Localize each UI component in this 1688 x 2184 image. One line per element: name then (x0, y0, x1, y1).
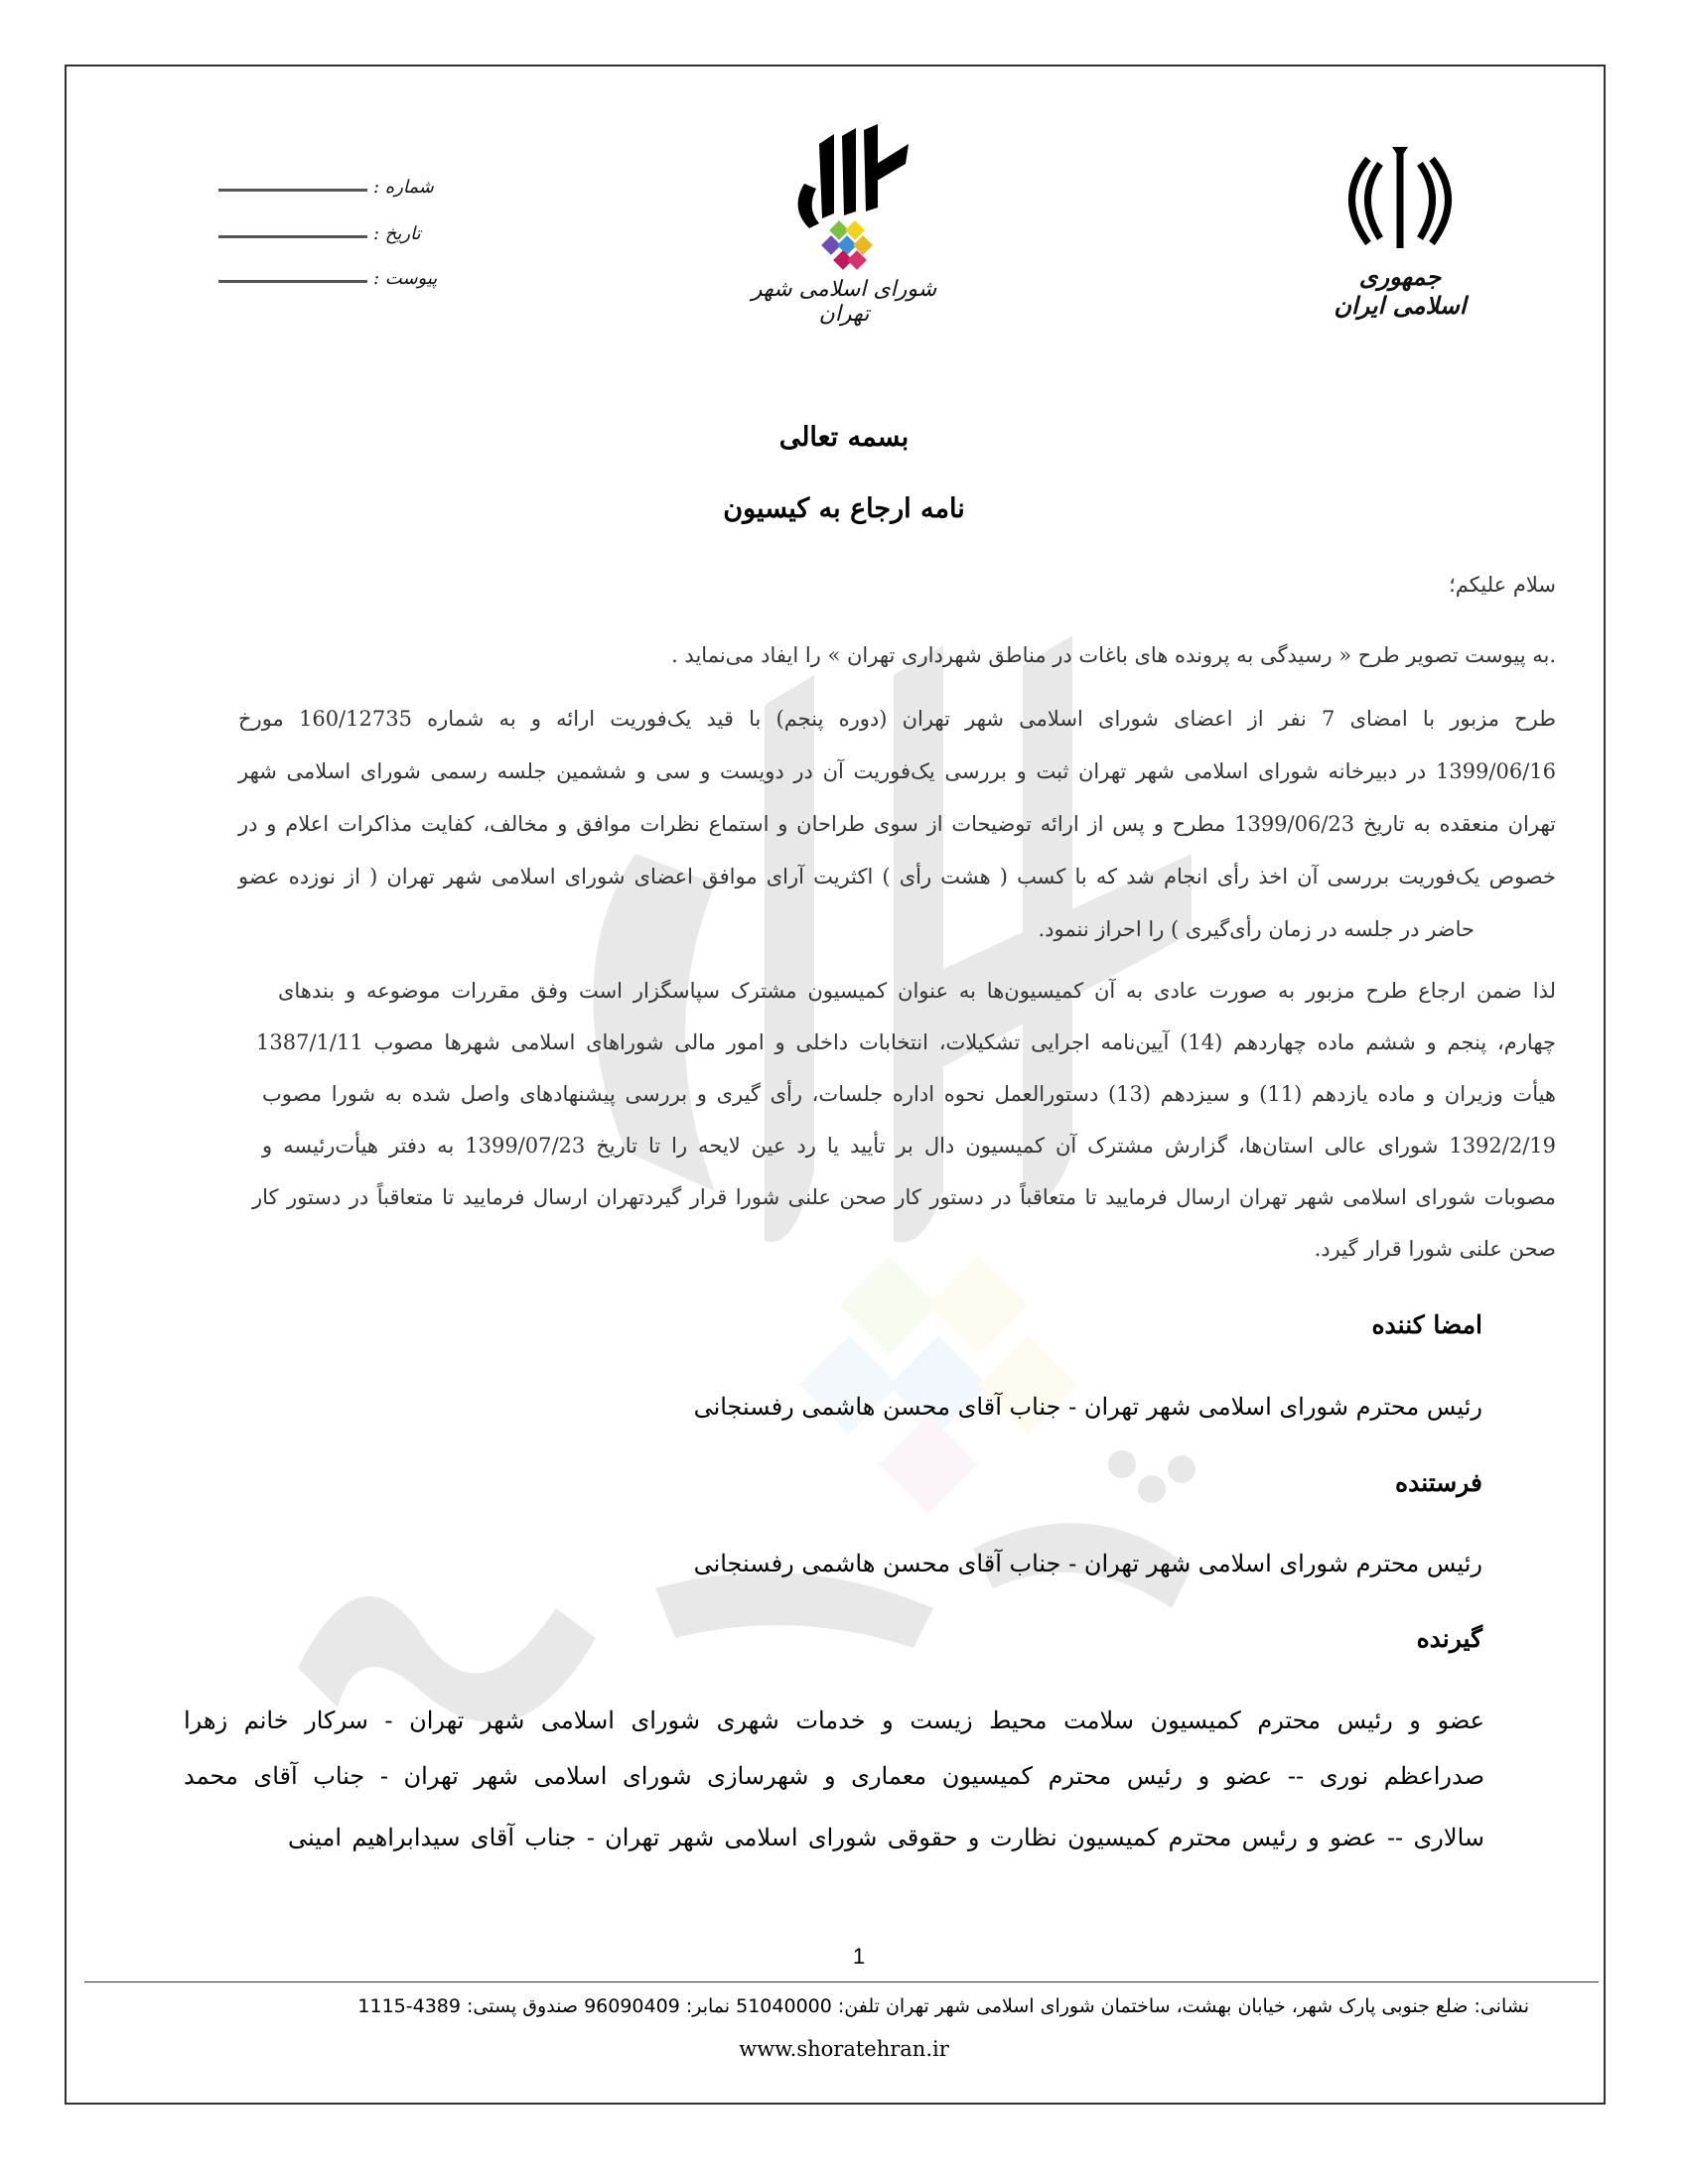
date-blank (218, 235, 367, 238)
paragraph2-line: لذا ضمن ارجاع طرح مزبور به صورت عادی به آن کمیسیون‌ها به عنوان کمیسیون مشترک سپاسگزار است وفق مقررات موضوعه و بندهای (278, 979, 1556, 1003)
attachment-label: پیوست : (373, 268, 438, 289)
paragraph1-line: حاضر در جلسه در زمان رأی‌گیری ) را احراز ننمود. (1038, 917, 1475, 941)
paragraph2-line: هیأت وزیران و ماده یازدهم (11) و سیزدهم (13) دستورالعمل نحوه اداره جلسات، رأی گیری و بررسی پیشنهادهای واصل شده به شورا مصوب (262, 1082, 1557, 1106)
invocation: بسمه تعالی (778, 422, 910, 453)
iran-emblem (1321, 139, 1479, 320)
greeting: سلام علیکم؛ (1449, 573, 1556, 597)
paragraph2-line: صحن علنی شورا قرار گیرد. (1314, 1237, 1556, 1261)
attachment-field (218, 268, 437, 289)
letter-subject: نامه ارجاع به کیسیون (723, 493, 965, 524)
page-number: 1 (852, 1944, 866, 1969)
signatory-value: رئیس محترم شورای اسلامی شهر تهران - جناب آقای محسن هاشمی رفسنجانی (693, 1393, 1482, 1421)
paragraph1-line: طرح مزبور با امضای 7 نفر از اعضای شورای اسلامی شهر تهران (دوره پنجم) با قید یک‌فوریت ارائه و به شماره 160/12735 مورخ (238, 707, 1556, 731)
signatory-label: امضا کننده (1371, 1310, 1482, 1339)
recipient-label: گیرنده (1416, 1624, 1482, 1653)
emblem-caption: جمهوری اسلامی ایران (1334, 262, 1467, 320)
footer-divider (84, 1981, 1599, 1982)
number-label: شماره : (373, 177, 434, 198)
iran-emblem-icon (1321, 139, 1479, 258)
sender-label: فرستنده (1394, 1468, 1482, 1497)
footer-website[interactable]: www.shoratehran.ir (739, 2037, 949, 2061)
sender-value: رئیس محترم شورای اسلامی شهر تهران - جناب آقای محسن هاشمی رفسنجانی (693, 1550, 1482, 1577)
date-label: تاریخ : (373, 223, 421, 244)
paragraph1-line: خصوص یک‌فوریت بررسی آن اخذ رأی انجام شد که با کسب ( هشت رأی ) اکثریت آرای موافق اعضای شورای اسلامی شهر تهران ( از نوزده عضو (238, 865, 1556, 888)
paragraph2-line: 1392/2/19 شورای عالی استان‌ها، گزارش مشترک آن کمیسیون دال بر تأیید یا رد عین لایحه را تا تاریخ 1399/07/23 به دفتر هیأت‌رئیسه و (262, 1134, 1557, 1158)
attachment-blank (218, 280, 367, 283)
paragraph2-line: چهارم، پنجم و ششم ماده چهاردهم (14) آیین‌نامه اجرایی تشکیلات، انتخابات داخلی و امور مالی شوراهای اسلامی شهرها مصوب 1387/1/11 (256, 1030, 1556, 1054)
recipient-line: سالاری -- عضو و رئیس محترم کمیسیون نظارت و حقوقی شورای اسلامی شهر تهران - جناب آقای سیدابراهیم امینی (288, 1824, 1484, 1851)
intro-text: .به پیوست تصویر طرح « رسیدگی به پرونده های باغات در مناطق شهرداری تهران » را ایفاد می‌نماید . (671, 643, 1556, 667)
paragraph2-line: مصوبات شورای اسلامی شهر تهران ارسال فرمایید تا متعاقباً در دستور کار صحن علنی شورا قرار گیردتهران ارسال فرمایید تا متعاقباً در دستور کار (252, 1185, 1556, 1209)
council-logo-caption: شورای اسلامی شهر تهران (751, 277, 937, 327)
recipient-line: صدراعظم نوری -- عضو و رئیس محترم کمیسیون معماری و شهرسازی شورای اسلامی شهر تهران - جناب آقای محمد (184, 1762, 1484, 1790)
recipient-line: عضو و رئیس محترم کمیسیون سلامت محیط زیست و خدمات شهری شورای اسلامی شهر تهران - سرکار خانم زهرا (184, 1706, 1485, 1734)
number-field (218, 177, 434, 198)
date-field (218, 223, 421, 244)
council-logo-icon (735, 124, 953, 273)
council-logo (735, 124, 953, 327)
paragraph1-line: تهران منعقده به تاریخ 1399/06/23 مطرح و پس از ارائه توضیحات از سوی طراحان و استماع نظرات موافق و مخالف، کفایت مذاکرات اعلام و در (238, 812, 1556, 836)
paragraph1-line: 1399/06/16 در دبیرخانه شورای اسلامی شهر تهران ثبت و بررسی یک‌فوریت آن در دویست و سی و ششمین جلسه رسمی شورای اسلامی شهر (238, 759, 1556, 783)
number-blank (218, 189, 367, 192)
footer-address: نشانی: ضلع جنوبی پارک شهر، خیابان بهشت، ساختمان شورای اسلامی شهر تهران تلفن: 51040000 نمابر: 96090409 صندوق پستی: 4389-1115 (357, 1995, 1529, 2017)
